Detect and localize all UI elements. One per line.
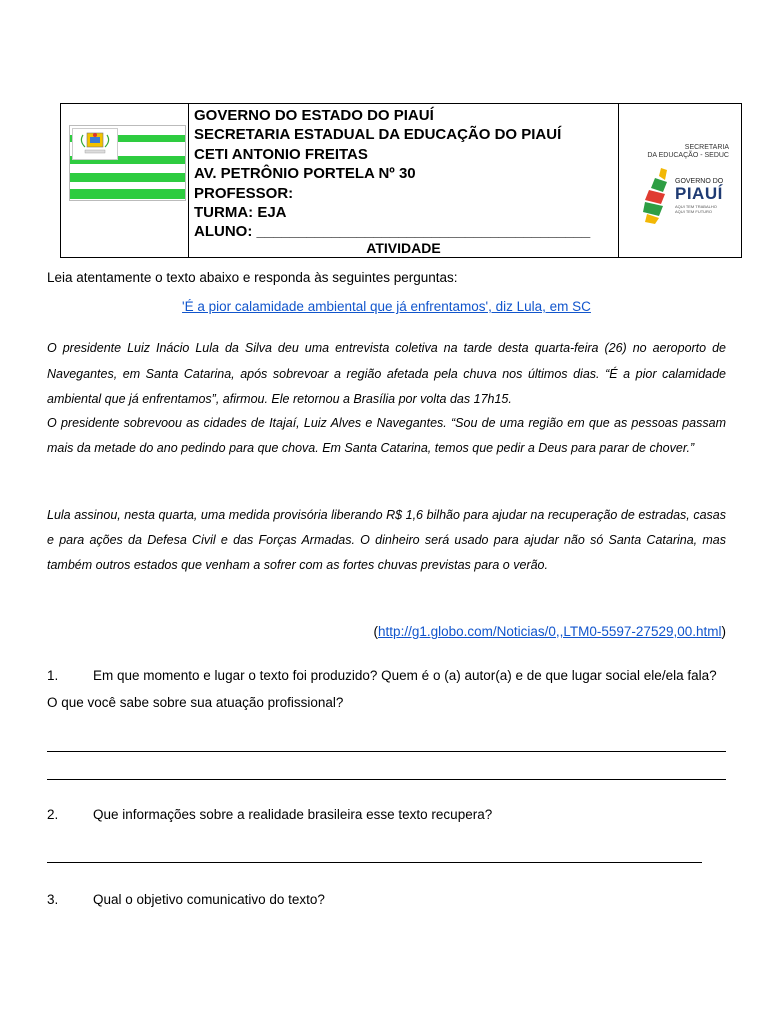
source-link[interactable]: http://g1.globo.com/Noticias/0,,LTM0-5597-27529,00.html (378, 624, 722, 639)
header-line-secretariat: SECRETARIA ESTADUAL DA EDUCAÇÃO DO PIAUÍ (194, 126, 562, 144)
question-text: Em que momento e lugar o texto foi produzido? Quem é o (a) autor(a) e de que lugar social ele/ela fala? O que você sabe sobre sua atuação profissional? (47, 668, 717, 710)
article-paragraph-3: Lula assinou, nesta quarta, uma medida provisória liberando R$ 1,6 bilhão para ajudar na recuperação de estradas, casas e para ações da Defesa Civil e das Forças Armadas. O dinheiro será usado para ajudar não só Santa Catarina, mas também outros estados que venham a sofrer com as fortes chuvas previstas para o verão. (47, 508, 726, 572)
instruction-text: Leia atentamente o texto abaixo e responda às seguintes perguntas: (47, 270, 458, 285)
headline-link[interactable]: 'É a pior calamidade ambiental que já enfrentamos', diz Lula, em SC (182, 299, 591, 314)
answer-line[interactable] (47, 862, 702, 863)
piaui-map-icon (641, 166, 675, 224)
question-number: 2. (47, 807, 59, 822)
answer-line[interactable] (47, 779, 726, 780)
header-line-class: TURMA: EJA (194, 204, 287, 222)
source-citation: (http://g1.globo.com/Noticias/0,,LTM0-5597-27529,00.html) (373, 624, 726, 639)
article-paragraph-2: O presidente sobrevoou as cidades de Itajaí, Luiz Alves e Navegantes. “Sou de uma região em que as pessoas passam mais da metade do ano pedindo para que chova. Em Santa Catarina, temos que pedir a Deus para parar de chover.” (47, 416, 726, 455)
header-table (60, 103, 742, 258)
header-line-student: ALUNO: ________________________________________ (194, 223, 591, 241)
city-flag-image (69, 125, 186, 201)
question-1 (47, 662, 726, 716)
school-info-cell (189, 104, 619, 257)
question-3 (47, 886, 726, 913)
question-number: 3. (47, 892, 59, 907)
article-headline (47, 299, 726, 314)
logo-cell (619, 104, 741, 257)
header-line-government: GOVERNO DO ESTADO DO PIAUÍ (194, 107, 434, 124)
question-number: 1. (47, 668, 59, 683)
header-line-school: CETI ANTONIO FREITAS (194, 145, 368, 163)
coat-of-arms-icon (72, 128, 118, 160)
question-2 (47, 801, 726, 828)
activity-title: ATIVIDADE (366, 240, 441, 256)
question-text: Que informações sobre a realidade brasileira esse texto recupera? (93, 807, 493, 822)
seduc-piaui-logo: SECRETARIA DA EDUCAÇÃO - SEDUC GOVERNO DO PIAUÍ AQUI TEM TRABALHO AQUI TEM FUTURO (641, 144, 729, 226)
article-paragraph-1: O presidente Luiz Inácio Lula da Silva deu uma entrevista coletiva na tarde desta quarta-feira (26) no aeroporto de Navegantes, em Santa Catarina, após sobrevoar a região afetada pela chuva nos últimos dias. “É a pior calamidade ambiental que já enfrentamos”, afirmou. Ele retornou a Brasília por volta das 17h15. (47, 341, 726, 406)
flag-cell (61, 104, 189, 257)
header-line-teacher: PROFESSOR: (194, 184, 294, 202)
answer-line[interactable] (47, 751, 726, 752)
header-line-address: AV. PETRÔNIO PORTELA Nº 30 (194, 165, 416, 183)
question-text: Qual o objetivo comunicativo do texto? (93, 892, 325, 907)
